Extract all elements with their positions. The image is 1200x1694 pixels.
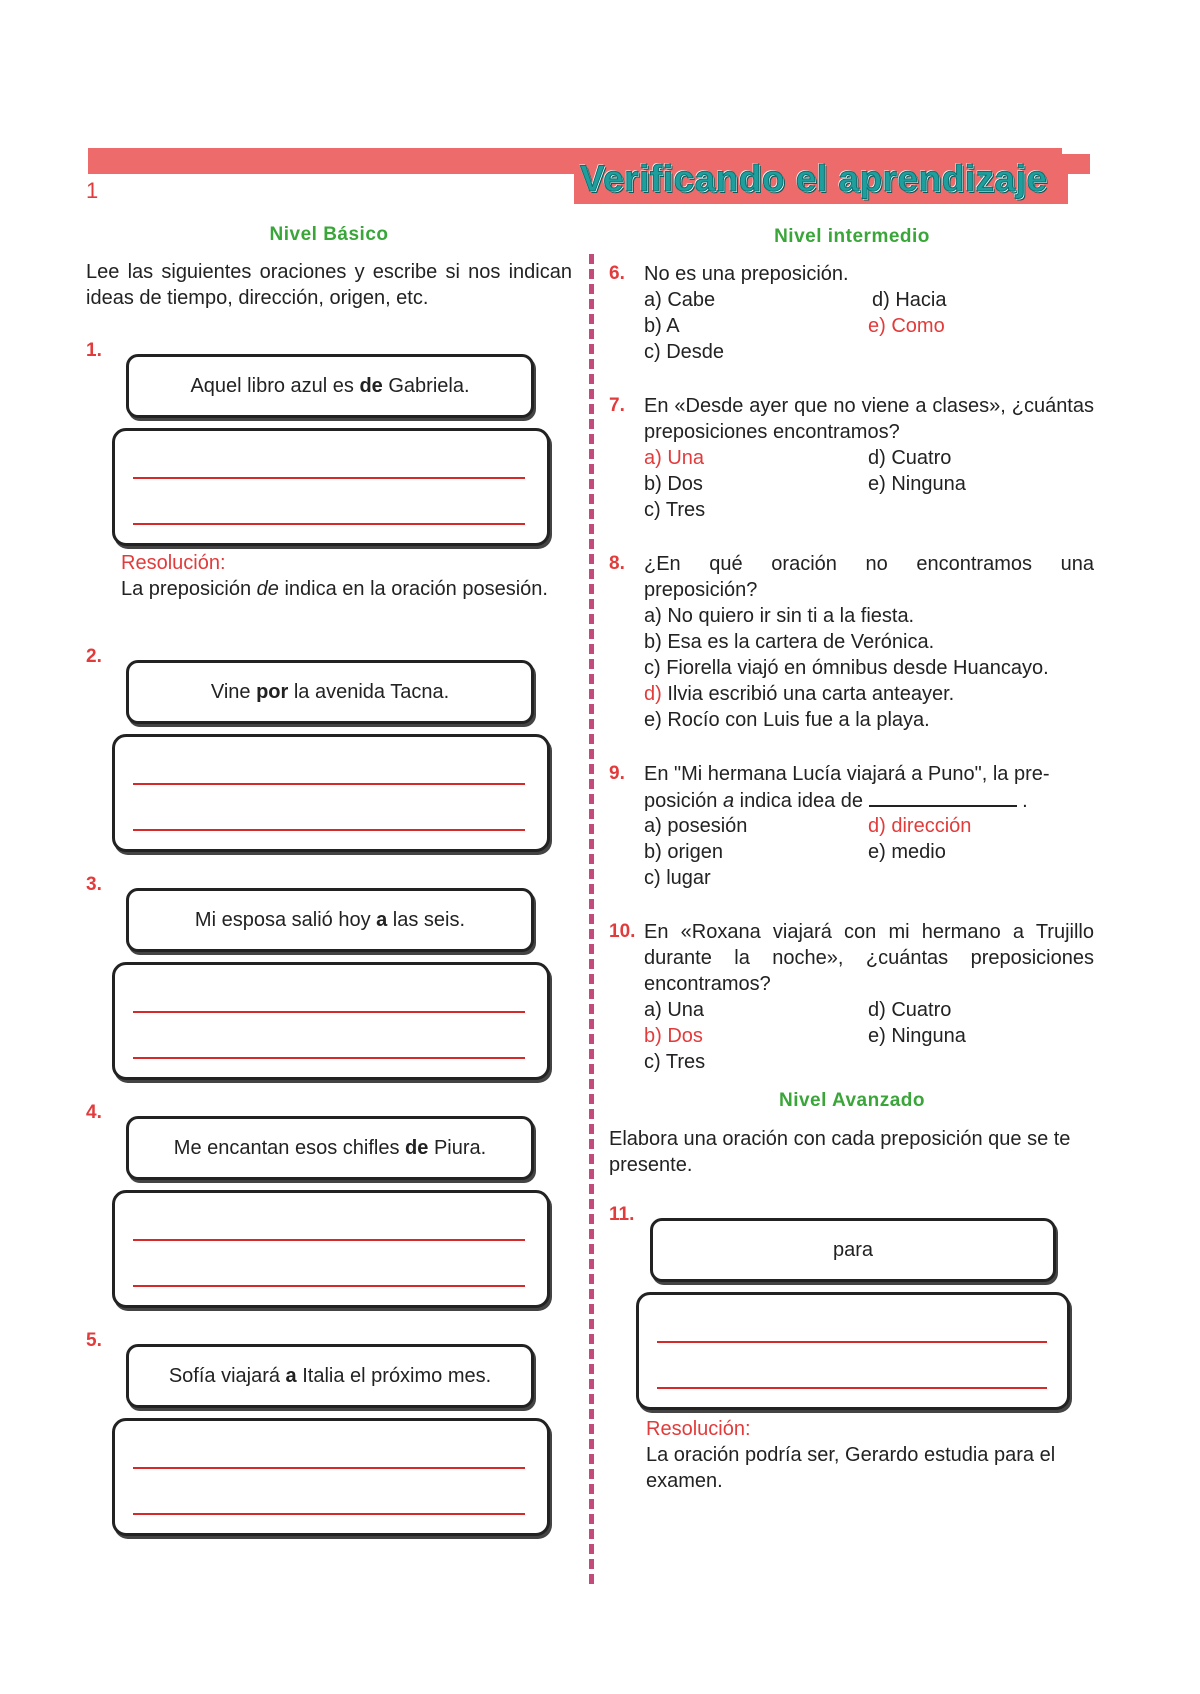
option-d-answer: d) dirección [868,815,972,837]
option-a-answer: a) Una [644,447,705,469]
advanced-instruction: Elabora una oración con cada preposición que se te presente. [609,1128,1071,1176]
option-a: a) No quiero ir sin ti a la fiesta. [644,605,915,627]
question-number: 7. [609,395,625,416]
sentence-text: Me encantan esos chifles de Piura. [173,1136,487,1159]
option-e: e) Rocío con Luis fue a la playa. [644,709,930,731]
answer-line [133,1057,525,1059]
option-e: e) Ninguna [868,1025,966,1047]
option-c: c) Tres [644,499,706,521]
advanced-level-heading: Nivel Avanzado [778,1090,926,1111]
resolution-text: La preposición de indica en la oración posesión. [121,578,548,600]
sentence-text: Aquel libro azul es de Gabriela. [190,374,470,397]
resolution-label: Resolución: [121,552,226,574]
option-e: e) medio [868,841,946,863]
answer-line [657,1387,1047,1389]
column-divider [589,254,594,1584]
basic-level-heading: Nivel Básico [269,224,389,245]
question-number: 8. [609,553,625,574]
question-number: 10. [609,921,636,942]
header-bar-notch [1062,148,1092,154]
option-a: a) Cabe [644,289,716,311]
option-d: d) Hacia [872,289,947,311]
answer-line [133,1239,525,1241]
option-e-answer: e) Como [868,315,945,337]
sentence-box [126,888,534,952]
option-d: d) Cuatro [868,447,952,469]
item-number: 5. [86,1330,102,1351]
answer-box[interactable] [112,428,550,546]
sentence-text: Vine por la avenida Tacna. [210,680,450,703]
answer-box[interactable] [112,734,550,852]
sentence-text: Sofía viajará a Italia el próximo mes. [168,1364,492,1387]
answer-line [133,477,525,479]
page-title: Verificando el aprendizaje [580,158,1048,199]
resolution-text: La oración podría ser, Gerardo estudia para el examen. [646,1444,1056,1492]
option-d-answer: d) Ilvia escribió una carta anteayer. [644,683,955,705]
option-b: b) Dos [644,473,703,495]
question-text: En «Desde ayer que no viene a clases», ¿cuántas preposiciones encontramos? [644,395,1094,443]
question-number: 11. [609,1204,635,1225]
sentence-box [126,1116,534,1180]
option-b: b) Esa es la cartera de Verónica. [644,631,935,653]
question-text: No es una preposición. [644,263,849,285]
question-text: En «Roxana viajará con mi hermano a Trujillo durante la noche», ¿cuántas preposiciones encontramos? [644,921,1094,995]
answer-line [133,523,525,525]
preposition-word: para [832,1238,874,1261]
answer-line [133,829,525,831]
item-number: 2. [86,646,102,667]
item-number: 4. [86,1102,102,1123]
option-b: b) origen [644,841,723,863]
fill-blank[interactable] [869,787,1017,807]
page-number: 1 [86,178,99,203]
sentence-box [126,1344,534,1408]
resolution-label: Resolución: [646,1418,751,1440]
answer-line [133,1011,525,1013]
option-e: e) Ninguna [868,473,966,495]
answer-line [133,1285,525,1287]
option-a: a) Una [644,999,705,1021]
sentence-box [126,660,534,724]
intermediate-level-heading: Nivel intermedio [774,226,930,247]
question-number: 6. [609,263,625,284]
option-c: c) Fiorella viajó en ómnibus desde Huancayo. [644,657,1049,679]
answer-line [133,1513,525,1515]
option-c: c) Tres [644,1051,706,1073]
answer-box[interactable] [636,1292,1070,1410]
question-number: 9. [609,763,625,784]
option-d: d) Cuatro [868,999,952,1021]
option-c: c) Desde [644,341,725,363]
question-text: ¿En qué oración no encontramos una preposición? [644,553,1094,601]
item-number: 3. [86,874,102,895]
preposition-box [650,1218,1056,1282]
answer-box[interactable] [112,962,550,1080]
option-b-answer: b) Dos [644,1025,703,1047]
question-text: En "Mi hermana Lucía viajará a Puno", la pre-posición a indica idea de . [644,763,1050,812]
option-a: a) posesión [644,815,748,837]
basic-instruction: Lee las siguientes oraciones y escribe si nos indican ideas de tiempo, dirección, origen, etc. [86,261,572,309]
item-number: 1. [86,340,102,361]
sentence-text: Mi esposa salió hoy a las seis. [194,908,466,931]
answer-line [133,1467,525,1469]
option-b: b) A [644,315,680,337]
sentence-box [126,354,534,418]
answer-line [657,1341,1047,1343]
answer-box[interactable] [112,1418,550,1536]
option-c: c) lugar [644,867,711,889]
answer-line [133,783,525,785]
answer-box[interactable] [112,1190,550,1308]
